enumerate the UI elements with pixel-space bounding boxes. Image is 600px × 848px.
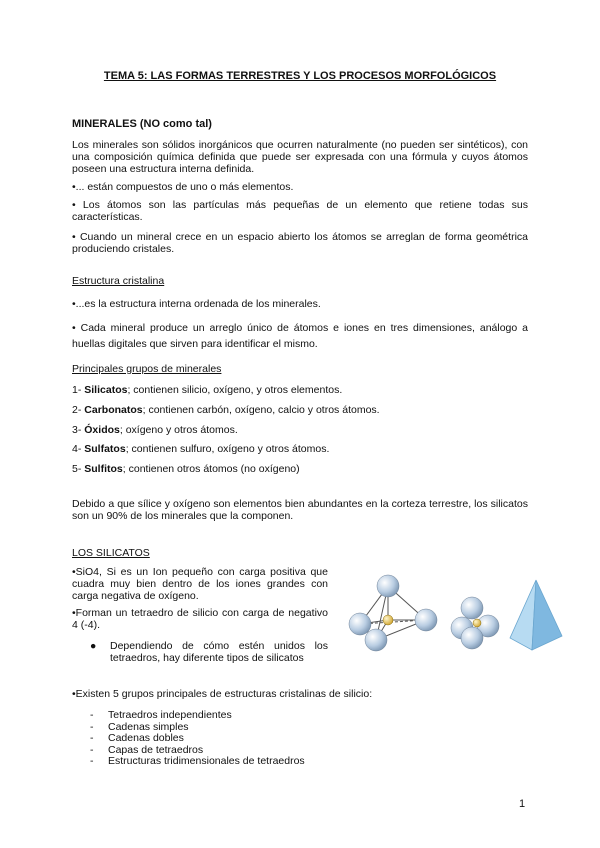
silicon-atom (383, 615, 393, 625)
minerales-bullet-3: • Cuando un mineral crece en un espacio abierto los átomos se arreglan de forma geométrica produciendo cristales. (72, 231, 528, 255)
minerales-bullet-2: • Los átomos son las partículas más pequeñas de un elemento que retiene todas sus características. (72, 199, 528, 223)
list-item: - Capas de tetraedros (90, 743, 204, 756)
estructura-bullet-2: • Cada mineral produce un arreglo único de átomos e iones en tres dimensiones, análogo a huellas digitales que sirven para identificar el mismo. (72, 322, 528, 350)
grupo-item: 2- Carbonatos; contienen carbón, oxígeno, calcio y otros átomos. (72, 404, 380, 416)
estructura-bullet-1: •...es la estructura interna ordenada de los minerales. (72, 298, 321, 310)
grupo-item: 4- Sulfatos; contienen sulfuro, oxígeno y otros átomos. (72, 443, 330, 455)
page-title: TEMA 5: LAS FORMAS TERRESTRES Y LOS PROCESOS MORFOLÓGICOS (103, 70, 497, 82)
grupo-item: 5- Sulfitos; contienen otros átomos (no oxígeno) (72, 463, 300, 475)
oxygen-atom (349, 613, 371, 635)
estructura-heading: Estructura cristalina (72, 275, 165, 287)
tetrahedron-solid-figure (506, 578, 566, 652)
grupo-item: 1- Silicatos; contienen silicio, oxígeno, y otros elementos. (72, 384, 343, 396)
grupos-heading: Principales grupos de minerales (72, 363, 222, 375)
list-item: - Tetraedros independientes (90, 709, 232, 721)
tetrahedron-packed-figure (448, 594, 502, 654)
oxygen-atom (415, 609, 437, 631)
page-number: 1 (519, 798, 526, 810)
oxygen-atom (377, 575, 399, 597)
silicatos-p2: •Forman un tetraedro de silicio con carga de negativo 4 (-4). (72, 607, 328, 631)
oxygen-atom (461, 597, 483, 619)
silicon-atom (473, 619, 481, 627)
list-item: - Cadenas dobles (90, 732, 184, 744)
oxygen-atom (461, 627, 483, 649)
silicatos-bullet (90, 640, 328, 666)
tetrahedron-ball-stick-figure (338, 568, 448, 658)
minerales-bullet-1: •... están compuestos de uno o más elementos. (72, 181, 294, 193)
bullet-dot: ● (90, 640, 97, 652)
list-item: - Estructuras tridimensionales de tetraedros (90, 755, 305, 767)
minerales-heading: MINERALES (NO como tal) (72, 118, 212, 130)
minerales-intro: Los minerales son sólidos inorgánicos que ocurren naturalmente (no pueden ser sintéticos), con una composición química definida que puede ser expresada con una fórmula y cuyos átomos poseen una estructura interna definida. (72, 139, 528, 175)
oxygen-atom (365, 629, 387, 651)
silicatos-bullet-text: Dependiendo de cómo estén unidos los tetraedros, hay diferente tipos de silicatos (110, 640, 328, 664)
silicatos-grupos-intro: •Existen 5 grupos principales de estructuras cristalinas de silicio: (72, 688, 373, 700)
grupos-note: Debido a que sílice y oxígeno son elementos bien abundantes en la corteza terrestre, los silicatos son un 90% de los minerales que la componen. (72, 498, 528, 522)
silicatos-heading: LOS SILICATOS (72, 547, 150, 559)
grupo-item: 3- Óxidos; oxígeno y otros átomos. (72, 424, 238, 436)
silicatos-p1: •SiO4, Si es un Ion pequeño con carga positiva que cuadra muy bien dentro de los iones grandes con carga negativa de oxígeno. (72, 566, 328, 602)
list-item: - Cadenas simples (90, 720, 189, 733)
